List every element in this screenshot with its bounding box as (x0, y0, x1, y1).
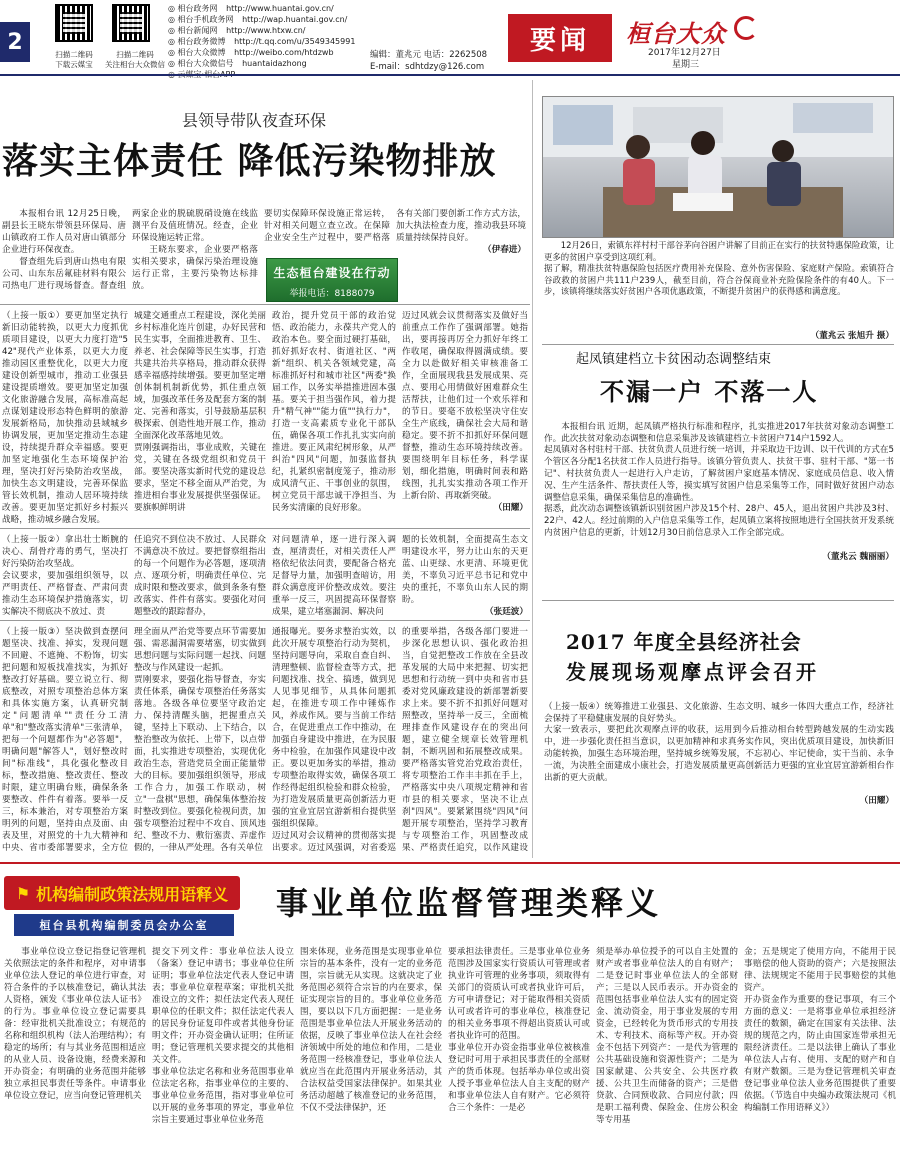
interp-headline: 事业单位监督管理类释义 (276, 884, 662, 922)
news-photo (542, 96, 894, 238)
photo-credit: （董兆云 张旭升 摄） (810, 331, 894, 341)
story1-col3: 要切实保障环保设施正常运转，针对相关问题立查立改。在保障企业安全生产过程中，要严格落 (264, 209, 390, 243)
issue-date: 2017年12月27日 (648, 48, 721, 58)
bullet-icon: ◎ (168, 48, 175, 57)
link-row[interactable]: ◎ 相台政务微博 http://t.qq.com/u/3549345991 (168, 37, 356, 46)
bullet-icon: ◎ (168, 59, 175, 68)
interp-ribbon: ⚑ 机构编制政策法规用语释义 (4, 876, 240, 910)
header-links (168, 3, 368, 80)
qr2-caption: 扫描二维码 关注相台大众微信 (105, 50, 165, 69)
section-tab[interactable]: 要闻 (508, 14, 612, 62)
interp-col1: 事业单位设立登记指登记管理机关依照法定的条件和程序，对申请事业单位法人登记的单位进行审查，对符合条件的予以核准登记，确认其法人资格，颁发《事业单位法人证书》的行为。事业单位设立登记需要具备：经审批机关批准设立；有规范的名称和组织机构（法人治理结构）；有稳定的场所；有与其业务范围相适应的从业人员、设备设施，经费来源和开办资金；有明确的业务范围并能够独立承担民事责任等条件。申请事业单位设立登记，应当向登记管理机关 (4, 947, 146, 1101)
masthead-logo: 桓台大众 (626, 19, 726, 48)
flag-icon: ⚑ (15, 883, 31, 903)
story3-col2: 任追究不到位决不放过、人民群众不满意决不放过。要把督察组指出的每一个问题作为必答题，逐项清点、逐项分析，明确责任单位、完成时限和整改要求，做到条条有整改落实、件件有落实。要强化对问题整改的跟踪督办， (134, 535, 266, 616)
column-rule (532, 80, 533, 858)
story1-headline: 落实主体责任 降低污染物排放 (2, 140, 497, 182)
story1-col4: 各有关部门要创新工作方式方法，加大执法检查力度，推动我县环境质量持续保持良好。 （伊春进） (396, 209, 526, 255)
eco-ad-banner[interactable] (266, 258, 398, 302)
story3-col4: 题的长效机制，全面提高生态文明建设水平，努力让山东的天更蓝、山更绿、水更清、环境更优美，不辜负习近平总书记和党中央的重托，不辜负山东人民的期盼。 （张廷波） (402, 535, 528, 616)
story1-col2: 两家企业的脱硫脱硝设施在线监测平台及值班情况。经查，企业环保设施运转正常。 王晓东要求，企业要严格落实相关要求，确保污染治理设施运行正常，主要污染物达标排放。 (132, 209, 258, 291)
qr-code-download[interactable] (55, 4, 93, 42)
story1-col1: 本报相台讯 12月25日晚，副县长王晓东带领县环保局、唐山镇政府工作人员对唐山镇部分企业进行环保夜查。 督查组先后到唐山热电有限公司、山东东岳氟硅材料有限公司热电厂进行现场督查。督查组 (2, 209, 126, 291)
interp-col6: 金；五是规定了使用方向，不能用于民事赔偿的他人资助的资产；六是按照法律、法规规定不能用于民事赔偿的其他资产。 开办资金作为重要的登记事项，有三个方面的意义：一是将事业单位承担经济责任的数额，确定在国家有关法律、法规的规范之内，防止由国家连带承担无限经济责任。二是以法律上确认了事业单位法人占有、使用、支配的财产和自有财产数额。三是为登记管理机关审查登记事业单位法人业务范围提供了重要依据。（节选自中央编办政策法规司《机构编制工作用语释义》） (744, 947, 896, 1113)
story2-col2: 城建交通重点工程建设，深化美丽乡村标准化连片创建，办好民营和民生实事，全面推进教育、卫生、养老、社会保障等民生实事，打造共建共治共享格局，推动群众获得感幸福感持续增强。要更加坚定增创体制机制新优势，抓住重点领域，加强改革任务及配套方案的制定、完善和落实，引导鼓励基层积极探索、创造性地开展工作，推动全面深化改革落地见效。 贾刚强调指出，事业成败，关键在党，关键在各级党组织和党员干部。要坚决落实新时代党的建设总要求，坚定不移全面从严治党，为推进相台事业发展提供坚强保证。要旗帜鲜明讲 (134, 311, 266, 513)
bullet-icon: ◎ (168, 15, 175, 24)
photo-scene (543, 97, 894, 238)
story5-headline: 不漏一户 不落一人 (600, 377, 819, 406)
page-number: 2 (0, 22, 30, 62)
divider (0, 528, 530, 529)
photo-caption: 12月26日，索镇东祥村村干部谷茅向谷困户讲解了目前正在实行的扶贫特惠保险政策，让更多的贫困户享受到这项红利。 据了解，精准扶贫特惠保险包括医疗费用补充保险、意外伤害保险、家庭财产保险。索镇符合谷政救的贫困户共111户239人，截至目前，符合谷保商业补充险保险条件的有40人。下一步，该镇将继续落实好贫困户各项优惠政策，不断提升贫困户的获得感和满意度。 (544, 240, 894, 296)
eco-ad-title: 生态桓台建设在行动 (273, 266, 391, 280)
story5-kicker: 起凤镇建档立卡贫困动态调整结束 (576, 352, 772, 367)
link-row[interactable]: ◎ 相台手机政务网 http://wap.huantai.gov.cn/ (168, 15, 348, 24)
link-row[interactable]: ◎ 相台新闻网 http://www.htxw.cn/ (168, 26, 306, 35)
divider (542, 600, 894, 601)
logo-mark-icon (734, 16, 758, 40)
bullet-icon: ◎ (168, 37, 175, 46)
story2-col4: 迈过风就会议贯彻落实及做好当前重点工作作了强调部署。她指出，要再接再厉全力抓好年终工作收尾，确保取得圆满成绩。要全力以赴做好相关审核准备工作，全面展现我县发展成果、亮点、要用心用情做好困难群众生活帮扶，让他们过一个欢乐祥和的节日。要毫不放松坚决守住安全生产底线，确保社会大局和谐稳定。要不折不扣抓好环保问题督整，推动生态环境持续改善。要围绕明年目标任务，科学谋划，细化措施，明确时间表和路线图，扎扎实实推动各项工作开上新台阶、再取新突破。 （田耀） (402, 311, 528, 513)
story3-col3: 对问题清单，逐一进行深入调查，厘清责任，对相关责任人严格依纪依法问责，要配备合格充足督导力量，加强明查暗访，用群众满意度评价整改成效。要注重举一反三，巩固提高环保督察成果，建立堵塞漏洞、解决问 (272, 535, 396, 616)
email-line[interactable]: E-mail：sdhtdzy@126.com (370, 62, 485, 72)
interp-col5: 须是举办单位授予的可以自主处置的财产或者事业单位法人的自有财产；二是登记时事业单位法人的全部财产；三是以人民币表示。开办资金的范围包括事业单位法人实有的固定资金、流动资金，用于事业发展的专用资金，已经转化为货币形式的专用技术、专利技术、商标等产权。开办资金不包括下列资产：一是代为管理的公共基础设施和资源性资产；二是为国家献建、公共安全、公共医疗救援、公共卫生而储备的资产；三是借贷款、合同预收款、合同应付款；四是职工福利费、保险金、住房公积金等专用基 (596, 947, 738, 1125)
issue-weekday: 星期三 (672, 60, 700, 70)
story3-col1: （上接一版②）拿出壮士断腕的决心、刮骨疗毒的勇气，坚决打好污染防治攻坚战。 会议要求，要加强组织领导，以严明责任、严格督查、严肃问责推动生态环境保护措施落实，切实解决不彻底决不放过、责 (2, 535, 128, 616)
divider (0, 620, 530, 621)
story6-body: （上接一版④）统筹推进工业强县、文化旅游、生态文明、城乡一体四大重点工作，经济社会保持了平稳健康发展的良好势头。 大家一致表示，要把此次观摩点评的收获，运用到今后推动相台转型跨越发展的生动实践中，进一步强化责任担当意识，以更加精神和求真务实作风，突出优质项目建设，加快新旧动能转换，加强生态环境治理，坚持城乡统筹发展，不忘初心、牢记使命，实干当前、永争一流，为决胜全面建成小康社会，打造发展质量更高创新活力更强的宜业宜居宜游新相台作出新的更大贡献。 （田耀） (544, 701, 894, 807)
story4-col3: 通报曝光。要务求整治实效，以此次开展专项整治行动为契机，坚持问题导向，采取自查自纠、清理整顿、监督检查等方式，把问题找准、找全、搞透，做到见人见事见细节，从具体问题抓起，在推进专项工作中锤炼作风，养成作风。要与当前工作结合，在促进重点工作中推动，在加强自身建设中推进，在为民服务中检验，在加强作风建设中改正。要以更加务实的举措，推动专项整治取得实效，确保各项工作经得起组织检验和群众检验，为打造发展质量更高创新活力更强的宜业宜居宜游新相台提供坚强组织保障。 迈过风对会议精神的贯彻落实提出要求。迈过风强调，对省委巡 (272, 627, 396, 852)
bullet-icon: ◎ (168, 4, 175, 13)
qr-code-wechat[interactable] (112, 4, 150, 42)
story2-col3: 政治，提升党员干部的政治觉悟、政治能力，永葆共产党人的政治本色。要全面过硬打基础，抓好抓好农村、街道社区、"两新"组织、机关各领域党建，高标准抓好村和城市社区"两委"换届工作，以务实举措推进固本强基。要关于担当强作风，着力提升"精气神""能力值""执行力"，打造一支高素质专业化干部队伍，确保各项工作扎扎实实向前推进。要正风肃纪树形象，从严纠治"四风"问题，加强监督执纪，扎紧织密制度笼子，推动形成风清气正、干事创业的氛围，树立党员干部忠诚干净担当、为民务实清廉的良好形象。 (272, 311, 396, 513)
story5-body: 本报相台讯 近期，起凤镇严格执行标准和程序，扎实推进2017年扶贫对象动态调整工作。此次扶贫对象动态调整和信息采集涉及该镇建档立卡贫困户714户1592人。 起凤镇对各村驻村干部、扶贫负责人员进行统一培训，并采取边干边训、以干代训的方式在5个管区各分配1名扶贫工作人员进行指导。该镇分管负责人、扶贫干事、驻村干部、"第一书记"、村扶贫负责人一起进行入户走访，了解贫困户家庭基本情况、家庭成员信息、收入情况、生产生活条件、帮扶责任人等，摸实填写贫困户信息采集等工作，同时做好贫困户动态调整信息采集，确保采集信息的准确性。 据悉，此次动态调整该镇新识别贫困户涉及15个村、28户、45人，退出贫困户共涉及3村、22户、42人。经过前期的入户信息采集等工作，起凤镇立案将按照地进行全国扶贫开发系统内贫困户信息的更新，计划12月30日前信息录入工作全部完成。 （董兆云 魏丽丽） (544, 421, 894, 562)
editor-line: 编辑：董兆元 电话：2262508 (370, 50, 488, 60)
link-row[interactable]: ◎ 相台大众微博 http://weibo.com/htdzwb (168, 48, 334, 57)
interp-col3: 围来体现，业务范围是实现事业单位宗旨的基本条件，没有一定的业务范围，宗旨就无从实现。这就决定了业务范围必须符合宗旨的内在要求，保证实现宗旨的目的。事业单位业务范围，要以以下几方面把握：一是业务范围是事业单位法人开展业务活动的依据，反映了事业单位法人在社会经济领域中所处的地位和作用，二是业务范围一经核准登记，事业单位法人就应当在此范围内开展业务活动，其合法权益受国家法律保护。如果其业务活动超越了核准登记的业务范围，不仅不受法律保护，还 (300, 947, 442, 1113)
qr1-caption: 扫描二维码 下载云媒宝 (55, 50, 93, 69)
story4-col4: 的重要举措，各级各部门要进一步深化思想认识、强化政治担当，自觉把整改工作放在全县改革发展的大局中来把握、切实把思想和行动统一到中央和省市县委对党风廉政建设的新部署新要求上来。要不折不扣抓好问题对照整改，坚持举一反三，全面梳理排查作风建设存在的突出问题，建立健全规章长效管理机制，不断巩固和拓展整改成果。要严格落实管党治党政治责任，将专项整治工作丰丰抓在手上，严格落实中央八项规定精神和省市县的相关要求，坚决不让点刹"四风"。要紧紧围绕"四风"问题开展专项整治，坚持学习教育与专项整治工作，巩固整改成果、严格责任追究，以作风建设 (402, 627, 528, 852)
header-rule (0, 74, 900, 76)
story4-col1: （上接一版③）坚决做到查摆问题坚决、找准、掉实，发现问题不回避、不遮掩、不粉饰，切实把问题和短板找准找实，为抓好整改打好基础。要立说立行、彻底整改，对照专项整治总体方案和具体实施方案，认真研究制定"问题清单""责任分工清单"和"整改落实清单"三张清单，把每一个问题都作为"必答题"，明确问题"解答人"，划好整改时间"标准线"，具化强化整改目标，整改措施、整改责任、整改时限，建立明确台账，确保条条要整改、件件有着落。要举一反三，标本兼治，对专项整治方案明列的问题，坚持由点及面、由表及里，对照党的十九大精神和中央、省市委部署要求，全方位 (2, 627, 128, 852)
eco-ad-hotline[interactable]: 举报电话：8188079 (289, 289, 375, 299)
interp-sponsor: 桓台县机构编制委员会办公室 (14, 914, 234, 936)
story6-headline-line2: 发展现场观摩点评会召开 (566, 660, 819, 684)
divider (0, 304, 530, 305)
story4-col2: 理全面从严治党等要点环节需要加强、需恶漏洞需要堵塞，切实做到思想问题与实际问题一起找、问题整改与作风建设一起抓。 贾刚要求，要强化指导督查，夯实责任体系，确保专项整治任务落实落地。各级各单位要坚守政治定力、保持清醒头脑，把握重点关键，坚持上下联动、上下结合，以整治整改为依托、上带下，以点带面，扎实推进专项整治，实现优化政治生态，营造党员全面正能量带大的目标。要加强组织领导，形成工作合力，加强工作联动，树立"一盘棋"思想，确保集体整治按时整改到位。要强化检视问责，加强专项整治过程中不攻自、顶风违纪、整改不力、敷衍塞责、弄虚作假的，一律从严处理。各有关单位 (134, 627, 266, 852)
story6-headline-line1: 2017 年度全县经济社会 (566, 630, 802, 654)
interp-col4: 要承担法律责任。三是事业单位业务范围涉及国家实行资质认可管理或者执业许可管理的业务事项，须取得有关部门的资质认可或者执业许可后，方可申请登记；对于能取得相关资质认可或者许可的事业单位，核准登记的相关业务事项不得超出资质认可或者执业许可的范围。 事业单位开办资金指事业单位被核准登记时可用于承担民事责任的全部财产的货币体现。包括举办单位或出资人授予事业单位法人自主支配的财产和事业单位法人自有财产。它必须符合三个条件：一是必 (448, 947, 590, 1113)
link-row[interactable]: ◎ 相台大众微信号 huantaidazhong (168, 59, 307, 68)
bullet-icon: ◎ (168, 26, 175, 35)
story2-col1: （上接一版①）要更加坚定执行新旧动能转换，以更大力度抓优质项目建设，以更大力度打造"542"现代产业体系，以更大力度推动园区重整优化，以更大力度建设创新型城市，推动工业强县建设提质增效。要更加坚定加强文化旅游融合发展，高标准高起点谋划建设形态特色鲜明的旅游发展新格局，加快推动县域城乡协调发展，更加坚定推动生态建设，持续提升群众幸福感。要更加坚定地强化生态环境保护治理，坚决打好污染防治攻坚战，加快生态文明建设，完善环保监管长效机制，推动人居环境持续改善。要更加坚定抓好乡村振兴战略，推动城乡融合发展。 (2, 311, 128, 525)
link-row[interactable]: ◎ 相台政务网 http://www.huantai.gov.cn/ (168, 4, 334, 13)
story1-kicker: 县领导带队夜查环保 (182, 111, 327, 130)
divider (542, 344, 894, 345)
interp-col2: 提交下列文件：事业单位法人设立（备案）登记申请书；事业单位住所证明；事业单位法定代表人登记申请表；事业单位章程草案；审批机关批准设立的文件；拟任法定代表人现任职单位的任职文件；拟任法定代表人的居民身份证复印件或者其他身份证明文件；开办资金确认证明；住所证明；登记管理机关要求提交的其他相关文件。 事业单位法定名称和业务范围事业单位法定名称，指事业单位的主要的、事业单位业务范围，指对事业单位可以开展的业务事项的界定，事业单位宗旨主要通过事业单位业务范 (152, 947, 294, 1125)
